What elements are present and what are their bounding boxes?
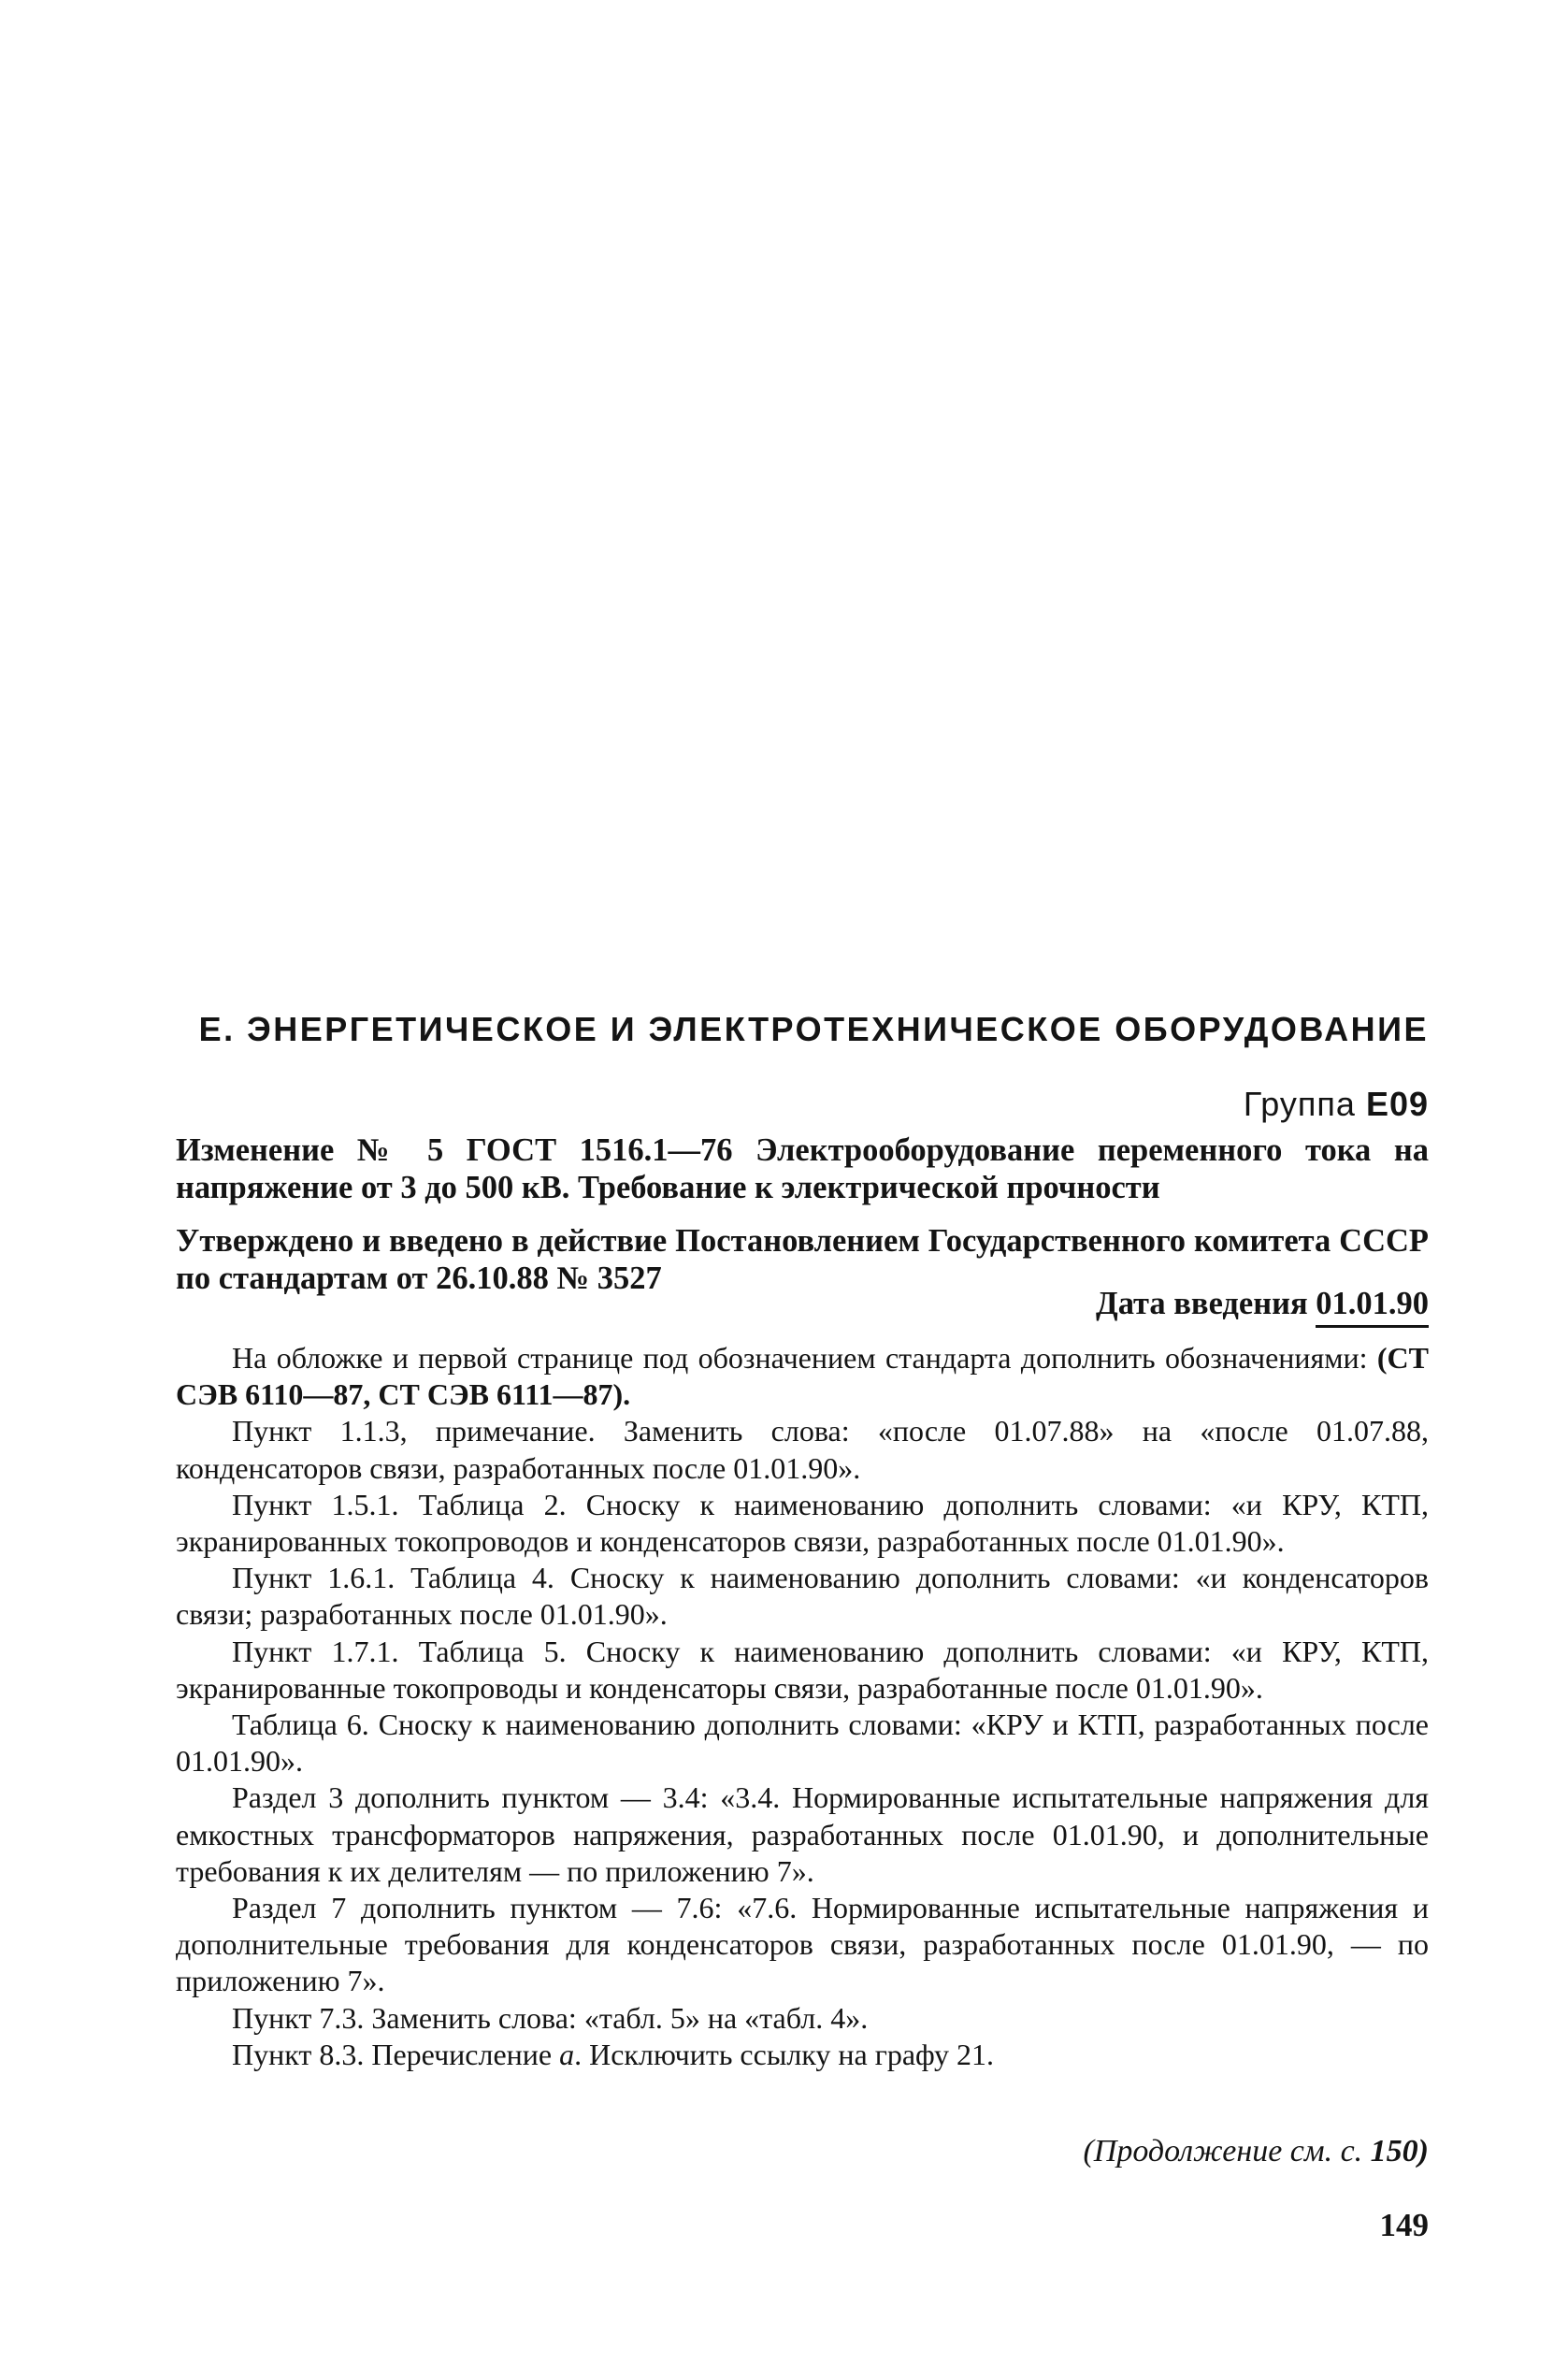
change-title: Изменение № 5 ГОСТ 1516.1—76 Электрооборудование переменного тока на напряжение от 3 до 500 кВ. Требование к электрической прочности (176, 1132, 1429, 1205)
continued-note-page: 150) (1370, 2134, 1429, 2168)
paragraph-1-1-3: Пункт 1.1.3, примечание. Заменить слова: «после 01.07.88» на «после 01.07.88, конденсаторов связи, разработанных после 01.01.90». (176, 1414, 1429, 1485)
paragraph-1-5-1: Пункт 1.5.1. Таблица 2. Сноску к наименованию дополнить словами: «и КРУ, КТП, экранированных токопроводов и конденсаторов связи, разработанных после 01.01.90». (176, 1487, 1429, 1559)
paragraph-7-3: Пункт 7.3. Заменить слова: «табл. 5» на «табл. 4». (232, 2000, 869, 2035)
effective-date-value: 01.01.90 (1316, 1286, 1429, 1328)
group-code: Е09 (1365, 1085, 1429, 1123)
paragraph-1-7-1: Пункт 1.7.1. Таблица 5. Сноску к наименованию дополнить словами: «и КРУ, КТП, экранированные токопроводы и конденсаторы связи, разработанные после 01.01.90». (176, 1634, 1429, 1705)
section-title: Е. ЭНЕРГЕТИЧЕСКОЕ И ЭЛЕКТРОТЕХНИЧЕСКОЕ ОБОРУДОВАНИЕ (198, 1010, 1429, 1048)
paragraph-8-3 (176, 2037, 1429, 2073)
approval-statement: Утверждено и введено в действие Постановлением Государственного комитета СССР по стандартам от 26.10.88 № 3527 (176, 1223, 1429, 1296)
page-number: 149 (1379, 2207, 1429, 2243)
group-label-text: Группа (1243, 1085, 1356, 1123)
paragraph-cover (176, 1340, 1429, 1413)
amendment-body (176, 1340, 1429, 2073)
continued-note-text: (Продолжение см. с. (1083, 2134, 1363, 2168)
standard-designations: (СТ СЭВ 6110—87, СТ СЭВ 6111—87). (176, 1341, 1429, 1412)
paragraph-1-6-1: Пункт 1.6.1. Таблица 4. Сноску к наименованию дополнить словами: «и конденсаторов связи; разработанных после 01.01.90». (176, 1561, 1429, 1632)
paragraph-table-6: Таблица 6. Сноску к наименованию дополнить словами: «КРУ и КТП, разработанных после 01.01.90». (176, 1707, 1429, 1779)
effective-date-label: Дата введения (1095, 1286, 1308, 1321)
paragraph-8-3-post: . Исключить ссылку на графу 21. (574, 2037, 994, 2071)
paragraph-cover-text: На обложке и первой странице под обозначением стандарта дополнить обозначениями: (232, 1341, 1377, 1375)
continued-note (176, 2134, 1429, 2169)
paragraph-section-3: Раздел 3 дополнить пунктом — 3.4: «3.4. Нормированные испытательные напряжения для емкостных трансформаторов напряжения, разработанных после 01.01.90, и дополнительные требования к их делителям — по приложению 7». (176, 1780, 1429, 1888)
group-label (176, 1085, 1429, 1124)
paragraph-8-3-italic: а (559, 2037, 575, 2071)
paragraph-section-7: Раздел 7 дополнить пунктом — 7.6: «7.6. Нормированные испытательные напряжения и дополнительные требования для конденсаторов связи, разработанных после 01.01.90, — по приложению 7». (176, 1891, 1429, 1998)
effective-date (176, 1286, 1429, 1322)
paragraph-8-3-pre: Пункт 8.3. Перечисление (232, 2037, 560, 2071)
